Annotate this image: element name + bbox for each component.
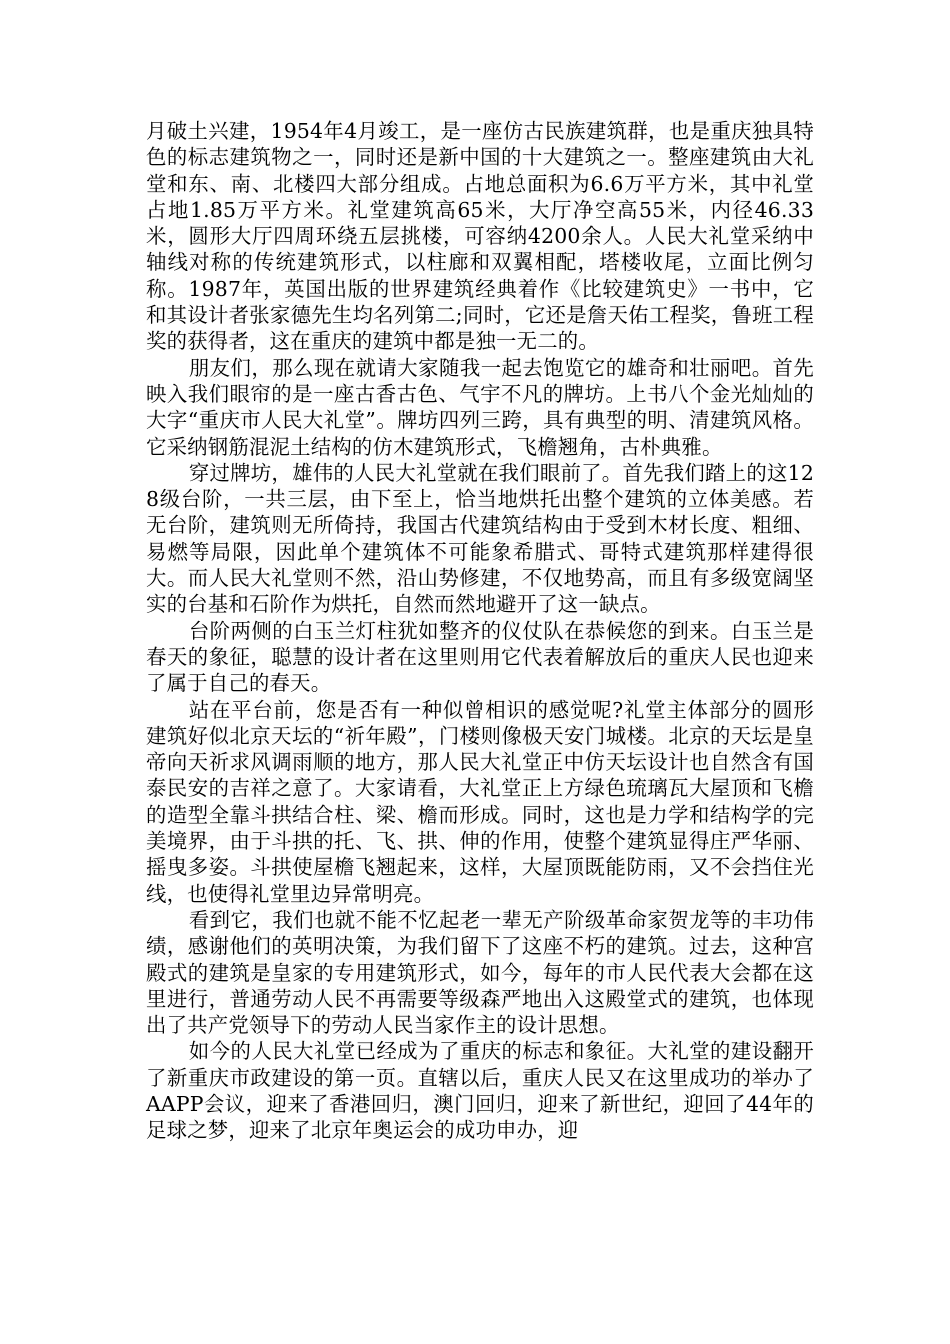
paragraph-7: 如今的人民大礼堂已经成为了重庆的标志和象征。大礼堂的建设翻开了新重庆市政建设的第一页。直辖以后，重庆人民又在这里成功的举办了AAPP会议，迎来了香港回归，澳门回归，迎来了新世纪，迎回了44年的足球之梦，迎来了北京年奥运会的成功申办，迎 [146, 1039, 814, 1143]
paragraph-1: 月破土兴建，1954年4月竣工，是一座仿古民族建筑群，也是重庆独具特色的标志建筑物之一，同时还是新中国的十大建筑之一。整座建筑由大礼堂和东、南、北楼四大部分组成。占地总面积为6.6万平方米，其中礼堂占地1.85万平方米。礼堂建筑高65米，大厅净空高55米，内径46.33米，圆形大厅四周环绕五层挑楼，可容纳4200余人。人民大礼堂采纳中轴线对称的传统建筑形式，以柱廊和双翼相配，塔楼收尾，立面比例匀称。1987年，英国出版的世界建筑经典着作《比较建筑史》一书中，它和其设计者张家德先生均名列第二;同时，它还是詹天佑工程奖，鲁班工程奖的获得者，这在重庆的建筑中都是独一无二的。 [146, 119, 814, 354]
paragraph-2: 朋友们，那么现在就请大家随我一起去饱览它的雄奇和壮丽吧。首先映入我们眼帘的是一座古香古色、气宇不凡的牌坊。上书八个金光灿灿的大字“重庆市人民大礼堂”。牌坊四列三跨，具有典型的明、清建筑风格。它采纳钢筋混泥土结构的仿木建筑形式，飞檐翘角，古朴典雅。 [146, 355, 814, 459]
document-body [146, 118, 814, 1144]
paragraph-6: 看到它，我们也就不能不忆起老一辈无产阶级革命家贺龙等的丰功伟绩，感谢他们的英明决策，为我们留下了这座不朽的建筑。过去，这种宫殿式的建筑是皇家的专用建筑形式，如今，每年的市人民代表大会都在这里进行，普通劳动人民不再需要等级森严地出入这殿堂式的建筑，也体现出了共产党领导下的劳动人民当家作主的设计思想。 [146, 907, 814, 1038]
paragraph-4: 台阶两侧的白玉兰灯柱犹如整齐的仪仗队在恭候您的到来。白玉兰是春天的象征，聪慧的设计者在这里则用它代表着解放后的重庆人民也迎来了属于自己的春天。 [146, 618, 814, 696]
paragraph-5: 站在平台前，您是否有一种似曾相识的感觉呢?礼堂主体部分的圆形建筑好似北京天坛的“祈年殿”，门楼则像极天安门城楼。北京的天坛是皇帝向天祈求风调雨顺的地方，那人民大礼堂正中仿天坛设计也自然含有国泰民安的吉祥之意了。大家请看，大礼堂正上方绿色琉璃瓦大屋顶和飞檐的造型全靠斗拱结合柱、梁、檐而形成。同时，这也是力学和结构学的完美境界，由于斗拱的托、飞、拱、伸的作用，使整个建筑显得庄严华丽、摇曳多姿。斗拱使屋檐飞翘起来，这样，大屋顶既能防雨，又不会挡住光线，也使得礼堂里边异常明亮。 [146, 697, 814, 906]
paragraph-3: 穿过牌坊，雄伟的人民大礼堂就在我们眼前了。首先我们踏上的这128级台阶，一共三层，由下至上，恰当地烘托出整个建筑的立体美感。若无台阶，建筑则无所倚持，我国古代建筑结构由于受到木材长度、粗细、易燃等局限，因此单个建筑体不可能象希腊式、哥特式建筑那样建得很大。而人民大礼堂则不然，沿山势修建，不仅地势高，而且有多级宽阔坚实的台基和石阶作为烘托，自然而然地避开了这一缺点。 [146, 460, 814, 617]
